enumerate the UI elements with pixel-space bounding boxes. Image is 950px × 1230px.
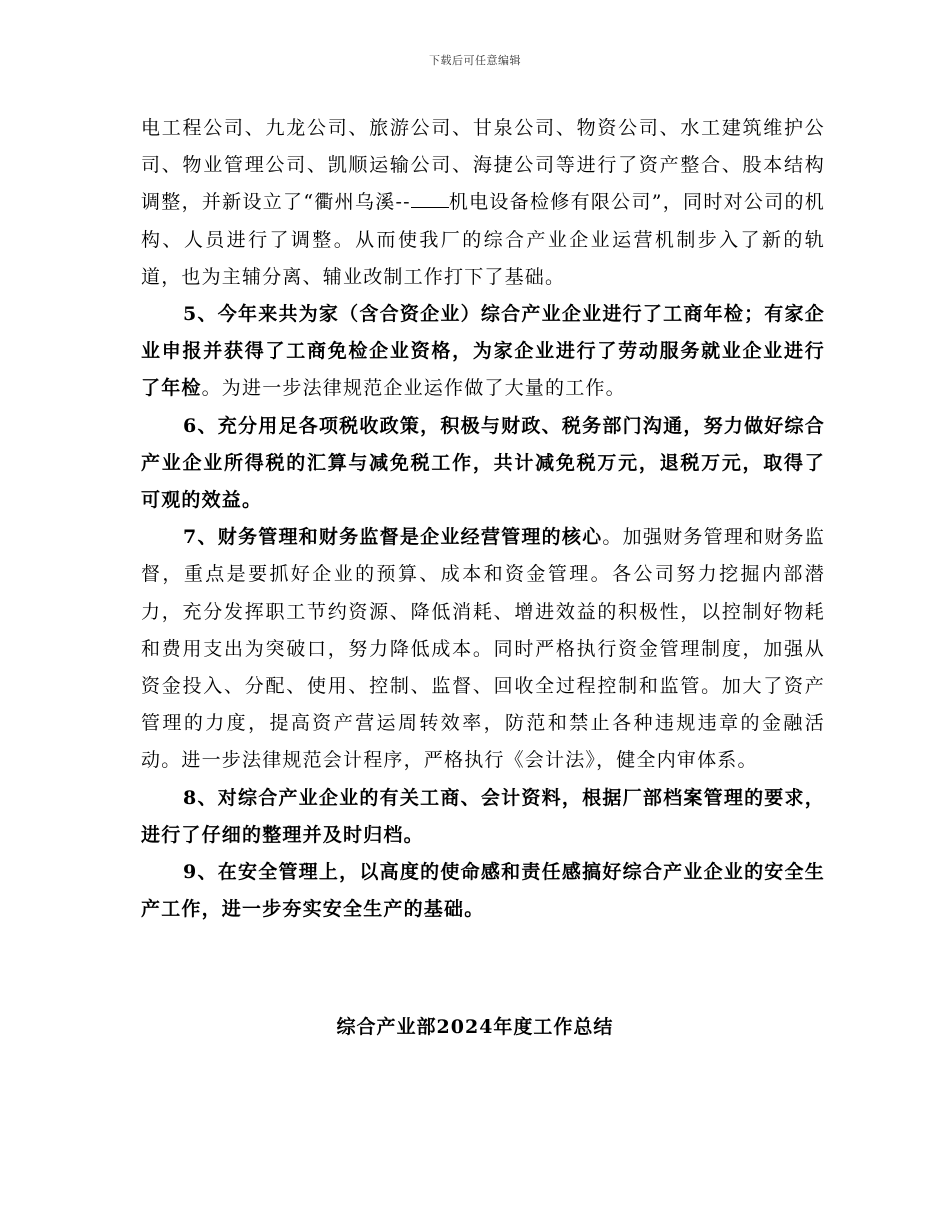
- paragraph-text: 机电设备检修有限公司”，同时对公司的机构、人员进行了调整。从而使我厂的综合产业企业运营机制步入了新的轨道，也为主辅分离、辅业改制工作打下了基础。: [141, 191, 825, 288]
- paragraph-continued: [141, 110, 825, 296]
- paragraph-item-9: [141, 854, 825, 928]
- fill-in-blank: [411, 191, 449, 208]
- page-header: 下载后可任意编辑: [429, 54, 521, 67]
- paragraph-item-5: [141, 296, 825, 408]
- paragraph-text: 电工程公司、九龙公司、旅游公司、甘泉公司、物资公司、水工建筑维护公司、物业管理公司、凯顺运输公司、海捷公司等进行了资产整合、股本结构调整，并新设立了“衢州乌溪--: [141, 117, 825, 214]
- paragraph-item-7: [141, 519, 825, 779]
- paragraph-bold-text: 8、对综合产业企业的有关工商、会计资料，根据厂部档案管理的要求，进行了仔细的整理并及时归档。: [141, 786, 825, 846]
- paragraph-bold-text: 7、财务管理和财务监督是企业经营管理的核心: [183, 526, 603, 549]
- paragraph-bold-text: 5、今年来共为家（含合资企业）综合产业企业进行了工商年检；有家企业申报并获得了工商免检企业资格，为家企业进行了劳动服务就业企业进行了年检: [141, 303, 825, 400]
- paragraph-text: 。为进一步法律规范企业运作做了大量的工作。: [201, 377, 626, 400]
- paragraph-item-6: [141, 408, 825, 520]
- document-body: [141, 110, 825, 928]
- closing-title: 综合产业部2024年度工作总结: [336, 1016, 614, 1038]
- paragraph-item-8: [141, 780, 825, 854]
- paragraph-text: 。加强财务管理和财务监督，重点是要抓好企业的预算、成本和资金管理。各公司努力挖掘内部潜力，充分发挥职工节约资源、降低消耗、增进效益的积极性，以控制好物耗和费用支出为突破口，努力降低成本。同时严格执行资金管理制度，加强从资金投入、分配、使用、控制、监督、回收全过程控制和监管。加大了资产管理的力度，提高资产营运周转效率，防范和禁止各种违规违章的金融活动。进一步法律规范会计程序，严格执行《会计法》，健全内审体系。: [141, 526, 826, 772]
- paragraph-bold-text: 6、充分用足各项税收政策，积极与财政、税务部门沟通，努力做好综合产业企业所得税的汇算与减免税工作，共计减免税万元，退税万元，取得了可观的效益。: [141, 414, 825, 512]
- paragraph-bold-text: 9、在安全管理上，以高度的使命感和责任感搞好综合产业企业的安全生产工作，进一步夯实安全生产的基础。: [141, 861, 825, 921]
